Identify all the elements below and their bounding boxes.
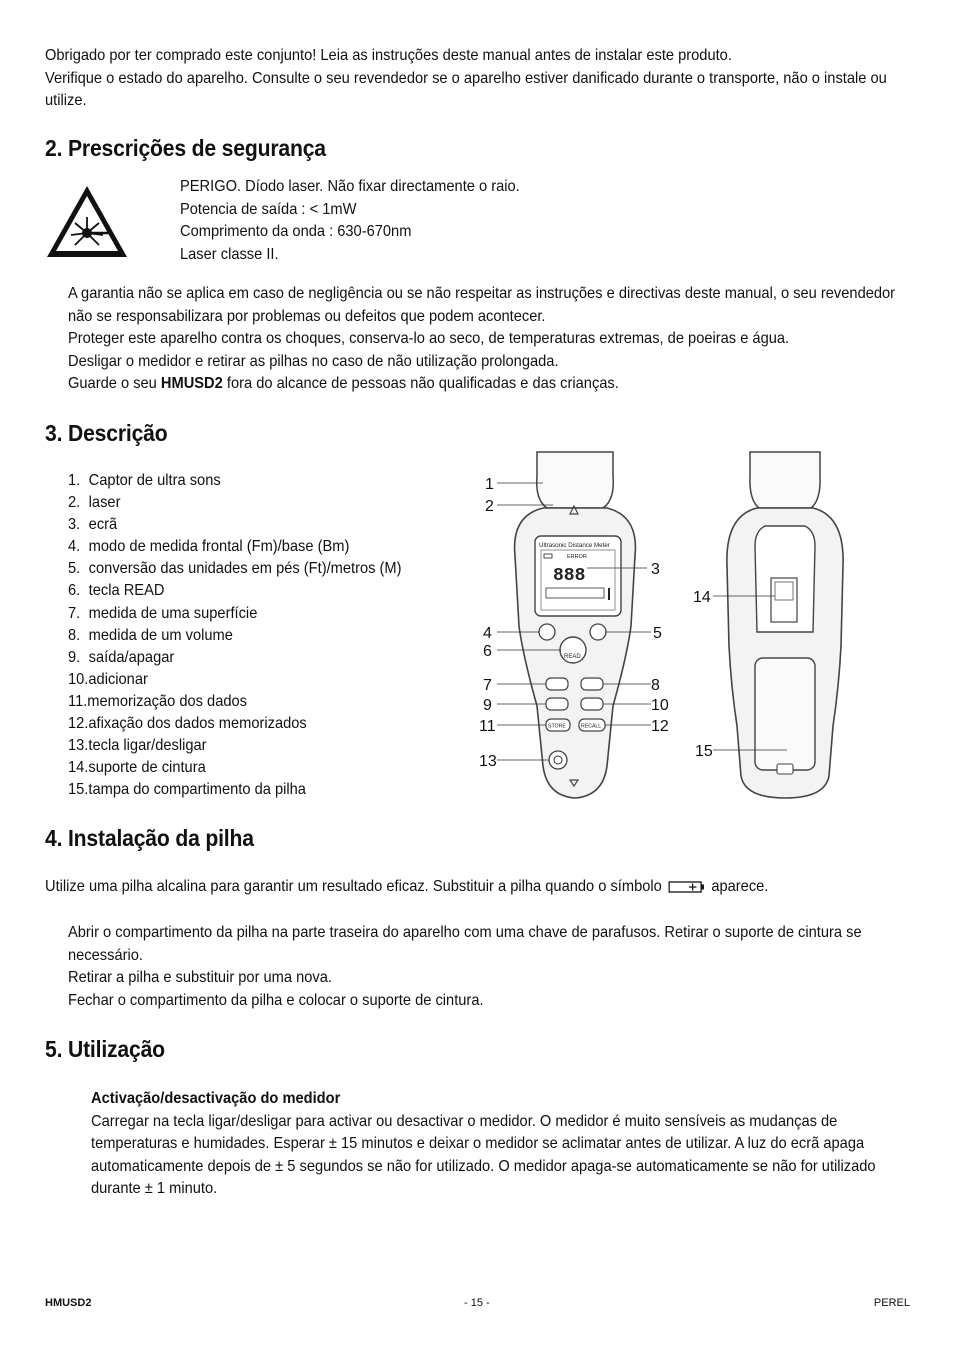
- list-item: 15.tampa do compartimento da pilha: [68, 781, 306, 799]
- warning-line: Potencia de saída : < 1mW: [180, 200, 357, 218]
- screen-title: Ultrasonic Distance Meter: [539, 542, 610, 549]
- list-item: 7. medida de uma superfície: [68, 604, 258, 622]
- screen-error-label: ERROR: [567, 554, 587, 560]
- recall-key-label: RECALL: [581, 723, 602, 730]
- callout-7: 7: [483, 677, 492, 694]
- footer-page-number: - 15 -: [464, 1297, 490, 1309]
- battery-step-replace: Retirar a pilha e substituir por uma nova.: [68, 969, 332, 986]
- battery-step-open: Abrir o compartimento da pilha na parte traseira do aparelho com uma chave de parafusos. Retirar o suporte de cintura se necessário.: [68, 924, 862, 964]
- callout-1: 1: [485, 476, 494, 493]
- list-item: 13.tecla ligar/desligar: [68, 737, 207, 755]
- usage-paragraph: Carregar na tecla ligar/desligar para activar ou desactivar o medidor. O medidor é muito sensíveis as mudanças de temperaturas e humidades. Esperar ± 15 minutos e deixar o medidor se aclimatar antes de utilizar. A luz do ecrã apaga automaticamente depois de ± 5 segundos se não for utilizado. O medidor apaga-se automaticamente se não for utilizado durante ± 1 minuto.: [91, 1112, 876, 1197]
- product-code: HMUSD2: [160, 375, 223, 392]
- callout-10: 10: [651, 697, 669, 714]
- footer-left: HMUSD2: [45, 1297, 92, 1309]
- callout-5: 5: [653, 625, 662, 642]
- parts-list: [68, 470, 402, 801]
- battery-intro: Utilize uma pilha alcalina para garantir um resultado eficaz. Substituir a pilha quando o símbolo aparece.: [45, 878, 769, 895]
- intro-line-1: Obrigado por ter comprado este conjunto! Leia as instruções deste manual antes de instalar este produto.: [45, 47, 732, 64]
- callout-8: 8: [651, 677, 660, 694]
- list-item: 3. ecrã: [68, 516, 118, 534]
- usage-subheading: Activação/desactivação do medidor: [91, 1090, 341, 1107]
- list-item: 10.adicionar: [68, 670, 148, 688]
- callout-11: 11: [479, 718, 496, 735]
- store-key-label: STORE: [548, 723, 566, 730]
- callout-14: 14: [693, 589, 711, 606]
- list-item: 9. saída/apagar: [68, 648, 175, 666]
- list-item: 6. tecla READ: [68, 582, 165, 600]
- safety-storage: Guarde o seu HMUSD2 fora do alcance de pessoas não qualificadas e das crianças.: [68, 375, 619, 392]
- list-item: 12.afixação dos dados memorizados: [68, 715, 307, 733]
- battery-step-close: Fechar o compartimento da pilha e colocar o suporte de cintura.: [68, 991, 484, 1009]
- callout-15: 15: [695, 743, 713, 760]
- section-3-heading: 3. Descrição: [45, 420, 168, 446]
- list-item: 4. modo de medida frontal (Fm)/base (Bm): [68, 538, 350, 556]
- screen-digits: 888: [553, 566, 586, 586]
- list-item: 5. conversão das unidades em pés (Ft)/metros (M): [68, 560, 402, 578]
- usage-block: [91, 1088, 899, 1201]
- read-key-label: READ: [564, 654, 581, 660]
- callout-12: 12: [651, 718, 669, 735]
- callout-4: 4: [483, 625, 492, 642]
- callout-9: 9: [483, 697, 492, 714]
- section-5-heading: 5. Utilização: [45, 1036, 165, 1062]
- list-item: 8. medida de um volume: [68, 626, 233, 644]
- intro-paragraph: [45, 45, 896, 113]
- callout-6: 6: [483, 643, 492, 660]
- laser-warning-text: [180, 176, 520, 266]
- device-diagram: [475, 446, 855, 806]
- battery-steps: [68, 922, 900, 1012]
- safety-warranty: A garantia não se aplica em caso de negligência ou se não respeitar as instruções e directivas deste manual, o seu revendedor não se responsabilizara por problemas ou defeitos que podem acontecer.: [68, 285, 896, 325]
- footer-right: PEREL: [873, 1297, 910, 1309]
- device-front-view: [515, 452, 636, 798]
- device-back-view: [727, 452, 843, 798]
- laser-warning-icon: [45, 183, 129, 261]
- section-2-heading: 2. Prescrições de segurança: [45, 135, 326, 161]
- safety-paragraphs: [68, 283, 895, 396]
- warning-line: Laser classe II.: [180, 245, 279, 263]
- safety-protect: Proteger este aparelho contra os choques, conserva-lo ao seco, de temperaturas extremas, de poeiras e água.: [68, 330, 790, 347]
- callout-3: 3: [651, 561, 660, 578]
- list-item: 14.suporte de cintura: [68, 759, 206, 777]
- callout-13: 13: [479, 753, 497, 770]
- warning-line: Comprimento da onda : 630-670nm: [180, 223, 412, 240]
- list-item: 2. laser: [68, 494, 121, 512]
- section-4-heading: 4. Instalação da pilha: [45, 825, 254, 851]
- battery-icon: [668, 881, 706, 893]
- list-item: 11.memorização dos dados: [68, 692, 247, 710]
- list-item: 1. Captor de ultra sons: [68, 472, 221, 489]
- warning-line: PERIGO. Díodo laser. Não fixar directamente o raio.: [180, 178, 520, 195]
- safety-batteries: Desligar o medidor e retirar as pilhas no caso de não utilização prolongada.: [68, 352, 559, 370]
- callout-2: 2: [485, 498, 494, 515]
- intro-line-2: Verifique o estado do aparelho. Consulte o seu revendedor se o aparelho estiver danificado durante o transporte, não o instale ou utilize.: [45, 69, 887, 109]
